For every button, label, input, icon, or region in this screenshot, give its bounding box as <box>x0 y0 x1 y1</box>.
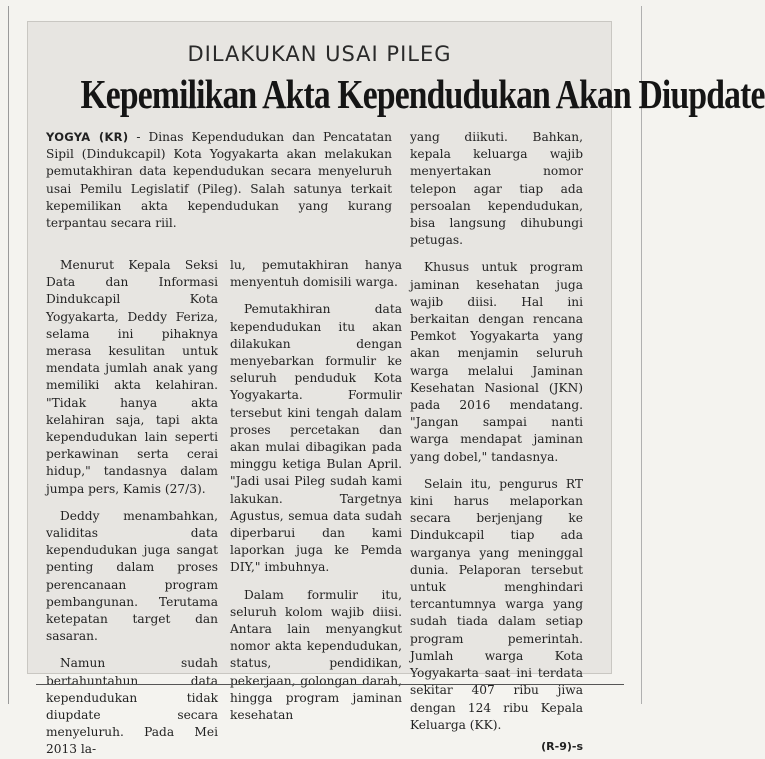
paragraph: Pemutakhiran data kependudukan itu akan dilakukan dengan menyebarkan formulir ke seluruh penduduk Kota Yogyakarta. Formulir tersebut kini tengah dalam proses percetakan dan akan mulai dibagikan pada minggu ketiga Bulan April. "Jadi usai Pileg sudah kami lakukan. Targetnya Agustus, semua data sudah diperbarui dan kami laporkan juga ke Pemda DIY," imbuhnya. <box>230 302 402 575</box>
lead-text: - Dinas Kependudukan dan Pencatatan Sipil (Dindukcapil) Kota Yogyakarta akan melakukan pemutakhiran data kependudukan secara menyeluruh usai Pemilu Legislatif (Pileg). Salah satunya terkait kepemilikan akta kependudukan yang kurang terpantau secara riil. <box>46 130 392 231</box>
dateline: YOGYA (KR) <box>46 130 129 144</box>
paragraph: Khusus untuk program jaminan kesehatan juga wajib diisi. Hal ini berkaitan dengan rencana Pemkot Yogyakarta yang akan menjamin seluruh warga melalui Jaminan Kesehatan Nasional (JKN) pada 2016 mendatang. "Jangan sampai nanti warga mendapat jaminan yang dobel," tandasnya. <box>410 260 583 464</box>
paragraph: Selain itu, pengurus RT kini harus melaporkan secara berjenjang ke Dindukcapil tiap ada warganya yang meninggal dunia. Pelaporan tersebut untuk menghindari tercantumnya warga yang sudah tiada dalam setiap program pemerintah. Jumlah warga Kota Yogyakarta saat ini terdata sekitar 407 ribu jiwa dengan 124 ribu Kepala Keluarga (KK). <box>410 476 583 732</box>
bottom-rule <box>36 684 624 685</box>
author-signature: (R-9)-s <box>541 739 583 753</box>
paragraph: lu, pemutakhiran hanya menyentuh domisili warga. <box>230 258 402 290</box>
column-3 <box>410 129 583 755</box>
column-2 <box>230 257 402 724</box>
article-kicker: DILAKUKAN USAI PILEG <box>187 42 452 66</box>
paragraph: Deddy menambahkan, validitas data kependudukan juga sangat penting dalam proses perencanaan program pembangunan. Terutama ketepatan target dan sasaran. <box>46 508 218 644</box>
paragraph: yang diikuti. Bahkan, kepala keluarga wajib menyertakan nomor telepon agar tiap ada persoalan kependudukan, bisa langsung dihubungi petugas. <box>410 130 583 248</box>
paragraph: Dalam formulir itu, seluruh kolom wajib diisi. Antara lain menyangkut nomor akta kependudukan, status, pendidikan, pekerjaan, golongan darah, hingga program jaminan kesehatan <box>230 587 402 723</box>
paragraph: Menurut Kepala Seksi Data dan Informasi Dindukcapil Kota Yogyakarta, Deddy Feriza, selama ini pihaknya merasa kesulitan untuk mendata jumlah anak yang memiliki akta kelahiran. "Tidak hanya akta kelahiran saja, tapi akta kependudukan lain seperti perkawinan serta cerai hidup," tandasnya dalam jumpa pers, Kamis (27/3). <box>46 258 218 496</box>
article-headline: Kepemilikan Akta Kependudukan Akan Diupdate <box>80 71 765 117</box>
paragraph: Namun sudah bertahuntahun data kependudukan tidak diupdate secara menyeluruh. Pada Mei 2013 la- <box>46 656 218 757</box>
article-lead <box>46 129 392 232</box>
